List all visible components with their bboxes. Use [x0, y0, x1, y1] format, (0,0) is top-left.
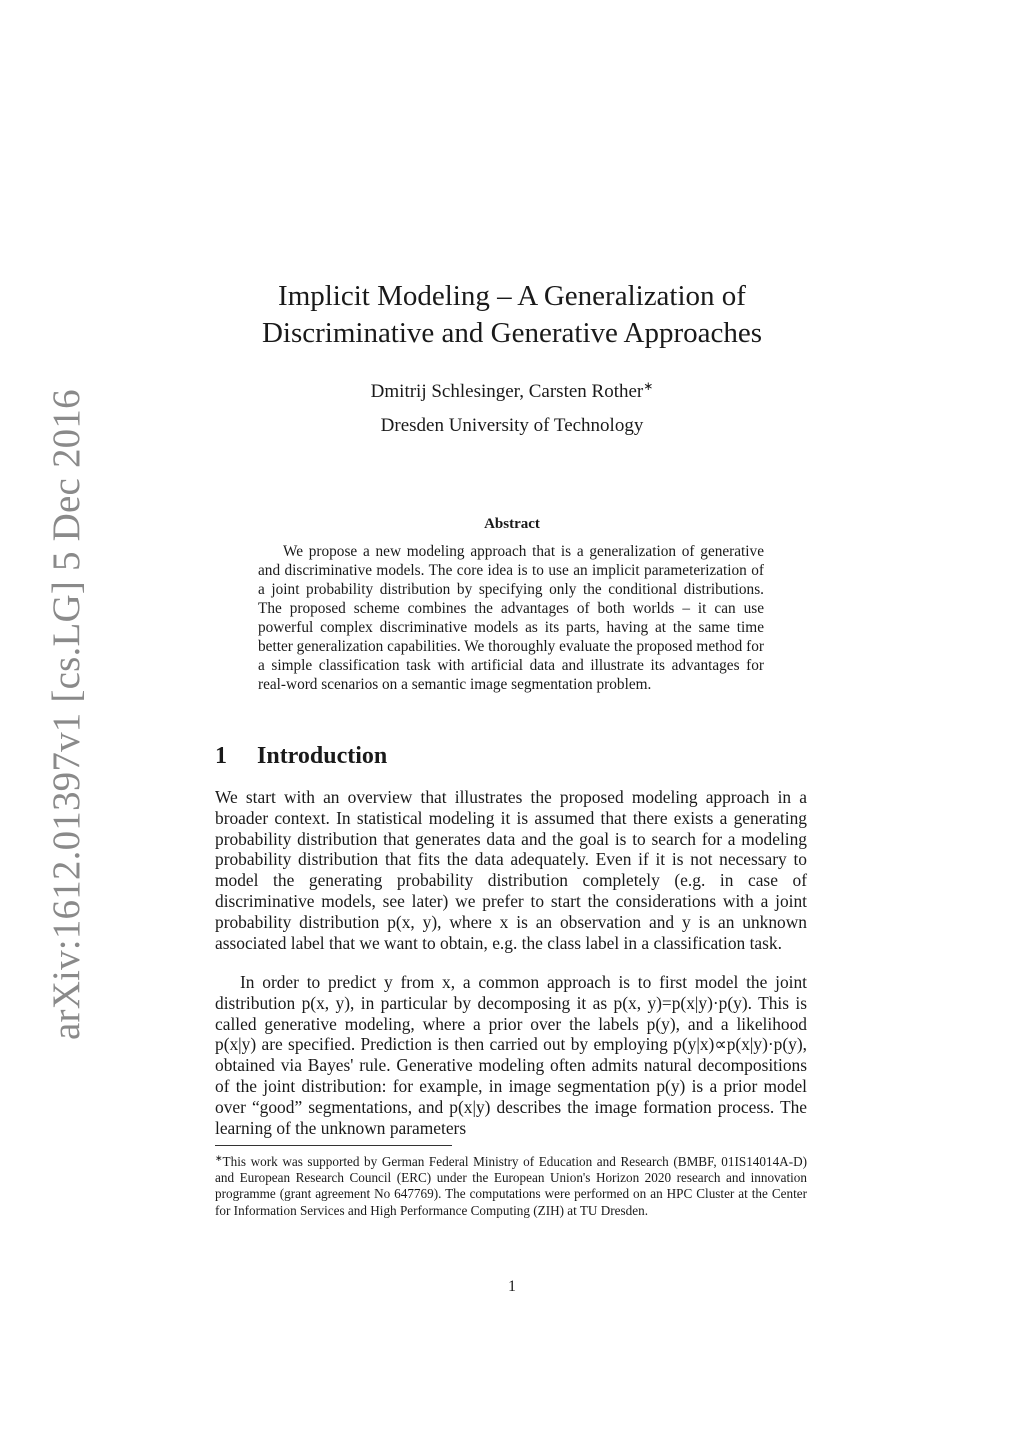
funding-footnote	[215, 1150, 807, 1219]
page-number: 1	[508, 1278, 516, 1295]
section-number: 1	[215, 743, 227, 769]
footnote-text: This work was supported by German Federal Ministry of Education and Research (BMBF, 01IS14014A-D) and European Research Council (ERC) under the European Union's Horizon 2020 research and innovation programme (grant agreement No 647769). The computations were performed on an HPC Cluster at the Center for Information Services and High Performance Computing (ZIH) at TU Dresden.	[215, 1154, 807, 1218]
paper-title-line-1: Implicit Modeling – A Generalization of	[278, 280, 746, 312]
author-footnote-mark: ∗	[643, 379, 654, 393]
footnote-divider	[215, 1145, 452, 1146]
author-list	[200, 373, 824, 405]
abstract-text: We propose a new modeling approach that is a generalization of generative and discriminative models. The core idea is to use an implicit parameterization of a joint probability distribution by specifying only the conditional distributions. The proposed scheme combines the advantages of both worlds – it can use powerful complex discriminative models as its parts, having at the same time better generalization capabilities. We thoroughly evaluate the proposed method for a simple classification task with artificial data and illustrate its advantages for real-word scenarios on a semantic image segmentation problem.	[258, 543, 764, 693]
paper-title-line-2: Discriminative and Generative Approaches	[261, 317, 763, 349]
author-names: Dmitrij Schlesinger, Carsten Rother	[370, 381, 644, 402]
paper-title	[200, 278, 824, 352]
author-affiliation: Dresden University of Technology	[380, 415, 644, 436]
footnote-mark: ∗	[215, 1153, 223, 1163]
arxiv-identifier-stamp: arXiv:1612.01397v1 [cs.LG] 5 Dec 2016	[45, 389, 88, 1040]
abstract-heading: Abstract	[484, 516, 540, 532]
section-heading-introduction	[215, 740, 387, 772]
intro-paragraph-1: We start with an overview that illustrates the proposed modeling approach in a broader context. In statistical modeling it is assumed that there exists a generating probability distribution that generates data and the goal is to search for a modeling probability distribution that fits the data adequately. Even if it is not necessary to model the generating probability distribution completely (e.g. in case of discriminative models, see later) we prefer to start the considerations with a joint probability distribution p(x, y), where x is an observation and y is an unknown associated label that we want to obtain, e.g. the class label in a classification task.	[215, 787, 807, 953]
section-title: Introduction	[257, 743, 388, 769]
intro-paragraph-2: In order to predict y from x, a common approach is to first model the joint distribution p(x, y), in particular by decomposing it as p(x, y)=p(x|y)·p(y). This is called generative modeling, where a prior over the labels p(y), and a likelihood p(x|y) are specified. Prediction is then carried out by employing p(y|x)∝p(x|y)·p(y), obtained via Bayes' rule. Generative modeling often admits natural decompositions of the joint distribution: for example, in image segmentation p(y) is a prior model over “good” segmentations, and p(x|y) describes the image formation process. The learning of the unknown parameters	[215, 972, 807, 1138]
